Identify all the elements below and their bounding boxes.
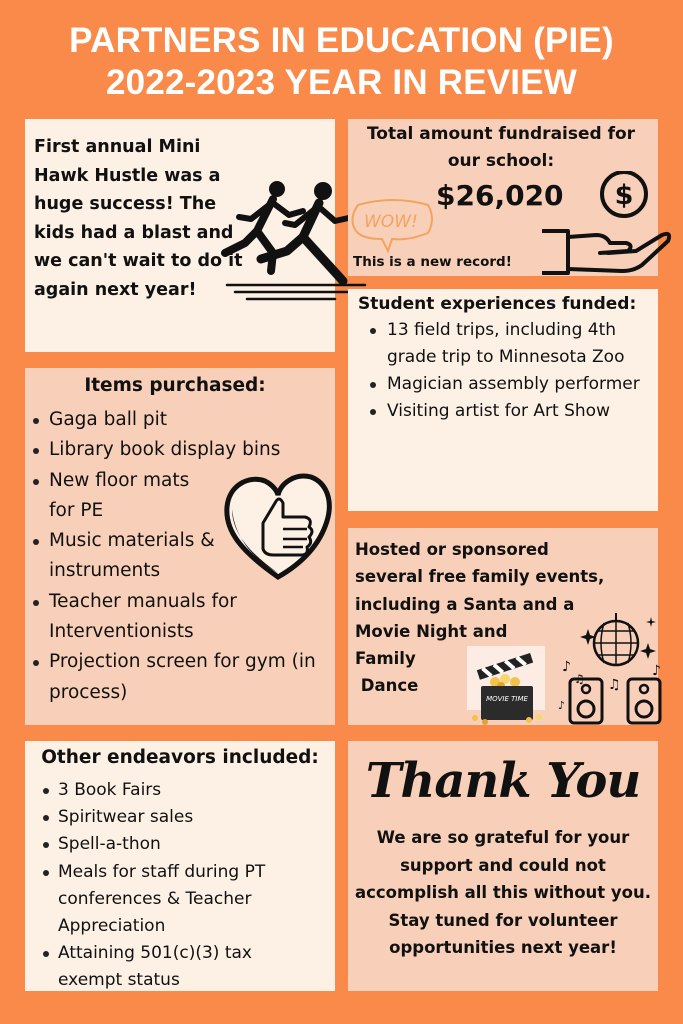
items-purchased-panel	[25, 368, 335, 725]
list-item: 3 Book Fairs	[43, 777, 328, 804]
experiences-panel	[348, 289, 658, 511]
fundraise-panel	[348, 119, 658, 276]
heart-thumbs-up-icon	[223, 473, 333, 581]
thank-you-text: We are so grateful for your support and could not accomplish all this without you. Stay tuned for volunteer opportunities next year!	[354, 828, 652, 957]
wow-text: WOW!	[364, 212, 418, 232]
family-events-line: Hosted or sponsored	[355, 540, 549, 559]
list-item: Attaining 501(c)(3) tax exempt status	[43, 940, 288, 994]
list-item: 13 field trips, including 4th grade trip to Minnesota Zoo	[370, 317, 650, 371]
list-item: Spell-a-thon	[43, 831, 328, 858]
fundraise-amount: $26,020	[436, 179, 564, 212]
experiences-list	[370, 317, 650, 425]
list-item: Teacher manuals for Interventionists	[33, 587, 279, 648]
list-item: Visiting artist for Art Show	[370, 398, 650, 425]
list-item: Projection screen for gym (in process)	[33, 647, 333, 708]
endeavors-panel	[25, 741, 335, 991]
list-item: Spiritwear sales	[43, 804, 328, 831]
fundraise-heading: Total amount fundraised for our school:	[366, 124, 636, 171]
list-item: Library book display bins	[33, 435, 333, 465]
list-item: Gaga ball pit	[33, 405, 333, 435]
disco-ball-speakers-icon	[558, 613, 668, 725]
movie-clapper-icon	[461, 646, 547, 726]
thank-you-panel	[348, 741, 658, 991]
list-item: Meals for staff during PT conferences & Teacher Appreciation	[43, 859, 308, 941]
svg-text:♫: ♫	[608, 677, 621, 693]
new-record-note: This is a new record!	[353, 254, 512, 270]
title-line-2: 2022-2023 YEAR IN REVIEW	[105, 63, 578, 102]
family-events-line: Family	[355, 649, 416, 669]
svg-text:♫: ♫	[574, 672, 585, 686]
endeavors-heading: Other endeavors included:	[41, 747, 319, 768]
poster-title	[0, 20, 683, 104]
family-events-line: several free family events,	[355, 567, 605, 587]
title-line-1: PARTNERS IN EDUCATION (PIE)	[69, 21, 614, 60]
family-events-line: Dance	[355, 676, 419, 696]
list-item: New floor mats for PE	[33, 466, 219, 527]
svg-text:♪: ♪	[558, 699, 566, 712]
hawk-hustle-panel	[25, 119, 335, 352]
hand-dollar-icon	[538, 171, 673, 281]
svg-text:♪: ♪	[652, 663, 661, 679]
wow-speech-bubble-icon	[348, 197, 438, 253]
list-item: Music materials & instruments	[33, 526, 219, 587]
family-events-line: Movie Night and	[355, 621, 508, 641]
family-events-line: including a Santa and a	[355, 594, 575, 614]
svg-text:♪: ♪	[562, 659, 571, 675]
items-purchased-heading: Items purchased:	[84, 375, 266, 396]
hawk-hustle-text: First annual Mini Hawk Hustle was a huge success! The kids had a blast and we can't wait to do it again next year!	[34, 137, 243, 300]
list-item: Magician assembly performer	[370, 371, 650, 398]
svg-text:$: $	[614, 180, 634, 211]
thank-you-script: Thank You	[365, 753, 641, 809]
endeavors-list	[43, 777, 328, 995]
experiences-heading: Student experiences funded:	[358, 294, 637, 314]
family-events-panel	[348, 528, 661, 725]
clapper-text: MOVIE TIME	[486, 695, 528, 703]
